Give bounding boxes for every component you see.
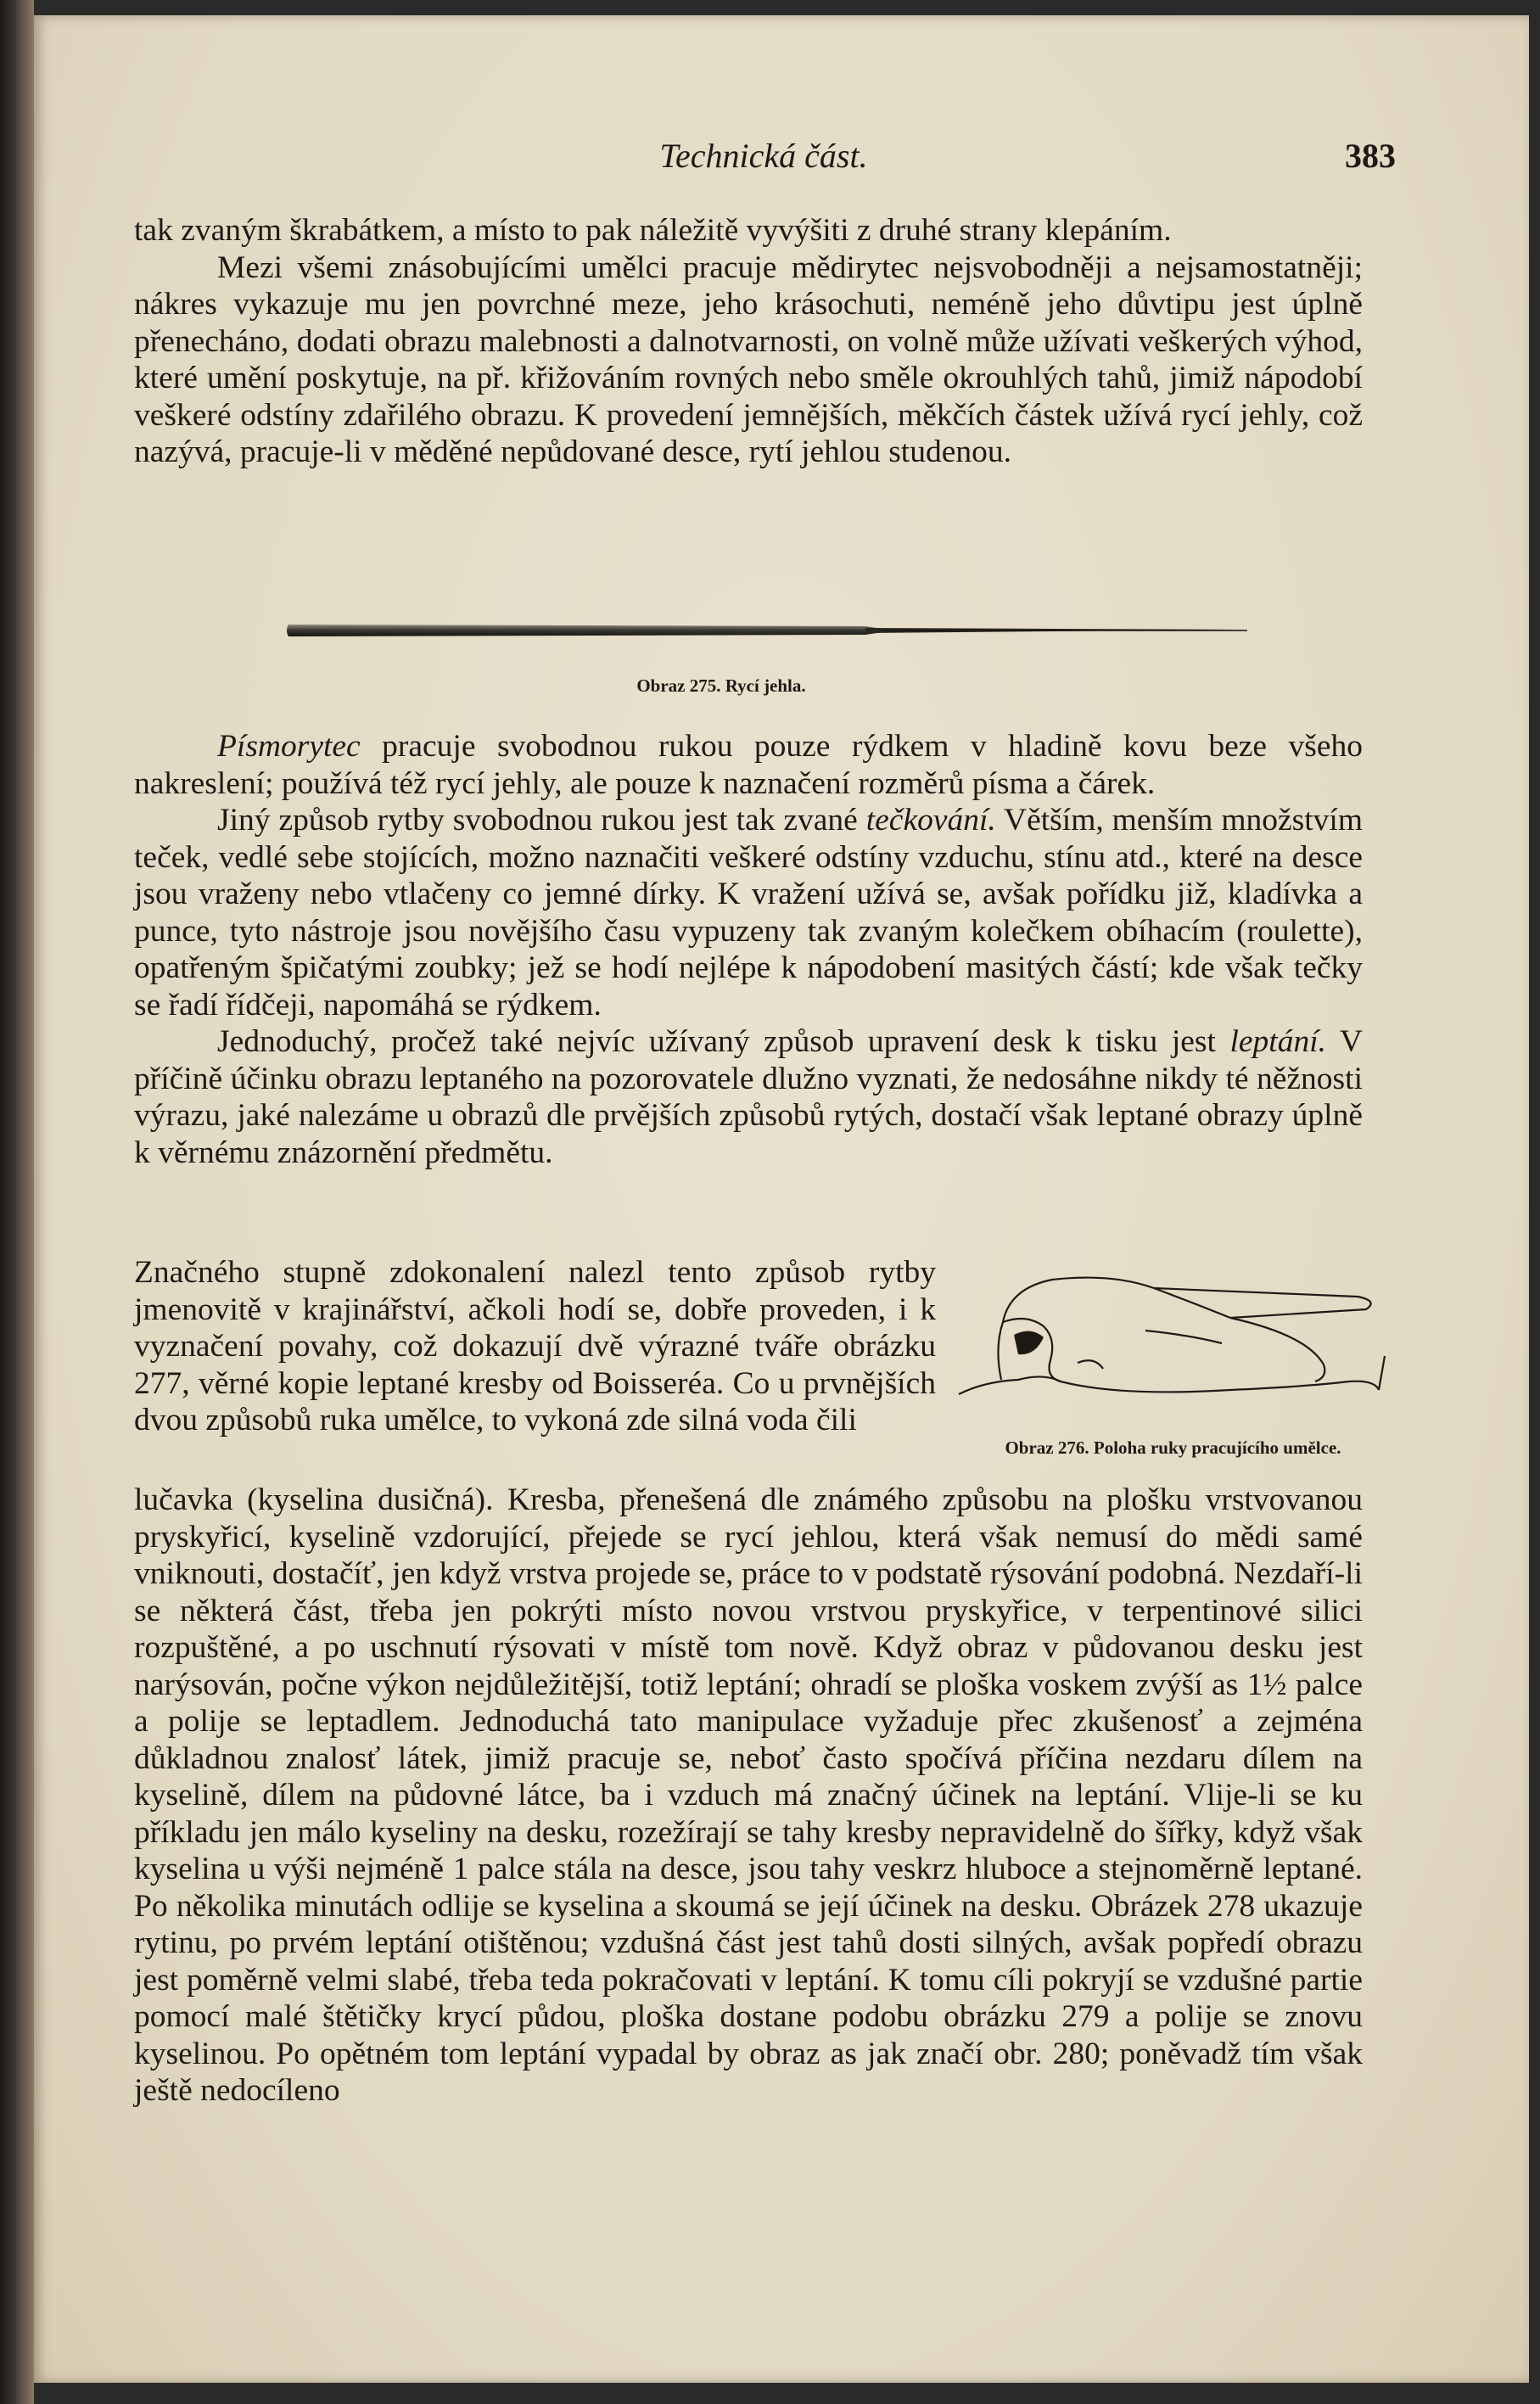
book-spine xyxy=(0,0,34,2404)
paragraph-4: Jiný způsob rytby svobodnou rukou jest tak zvané tečkování. Větším, menším množstvím teček, vedlé sebe stojících, možno naznačiti veškeré odstíny vzduchu, stínu atd., které na desce jsou vraženy nebo vtlačeny co jemné dírky. K vražení užívá se, avšak pořídku již, kladívka a punce, tyto nástroje jsou novějšího času vypuzeny tak zvaným kolečkem obíhacím (roulette), opatřeným špičatými zoubky; jež se hodí nejlépe k nápodobení masitých částí; kde však tečky se řadí řídčeji, napomáhá se rýdkem. xyxy=(134,803,1363,1023)
running-header xyxy=(132,136,1396,178)
paragraph-1: tak zvaným škrabátkem, a místo to pak náležitě vyvýšiti z druhé strany klepáním. xyxy=(134,213,1172,248)
term-pismorytec: Písmorytec xyxy=(217,729,361,764)
header-title: Technická část. xyxy=(659,137,868,175)
paragraph-5: Jednoduchý, pročež také nejvíc užívaný způsob upravení desk k tisku jest leptání. V příčině účinku obrazu leptaného na pozorovatele dlužno vyznati, že nedosáhne nikdy té něžnosti výrazu, jaké nalezáme u obrazů dle prvějších způsobů rytých, dostačí však leptané obrazy úplně k věrnému znázornění předmětu. xyxy=(134,1024,1363,1170)
figure-275-caption: Obraz 275. Rycí jehla. xyxy=(636,675,806,696)
term-leptani: leptání. xyxy=(1229,1024,1327,1059)
shaded-thumb xyxy=(1014,1331,1044,1355)
term-teckovani: tečkování. xyxy=(865,803,996,838)
hand-position-figure xyxy=(950,1254,1392,1424)
text-block-1 xyxy=(134,212,1363,471)
text-wrap-beside-figure: Značného stupně zdokonalení nalezl tento způsob rytby jmenovitě v krajinářství, ačkoli hodí se, dobře proveden, i k vyznačení povahy, což dokazují dvě výrazné tváře obrázku 277, věrné kopie leptané kresby od Boisseréa. Co u prvnějších dvou způsobů ruka umělce, to vykoná zde silná voda čili xyxy=(134,1255,936,1437)
paragraph-2: Mezi všemi znásobujícími umělci pracuje mědirytec nejsvobodněji a nejsamostatněji; nákres vykazuje mu jen povrchné meze, jeho krásochuti, neméně jeho důvtipu jest úplně přenecháno, dodati obrazu malebnosti a dalnotvarnosti, on volně může užívati veškerých výhod, které umění poskytuje, na př. křižováním rovných nebo směle okrouhlých tahů, jimiž nápodobí veškeré odstíny zdařilého obrazu. K provedení jemnějších, měkčích částek užívá rycí jehly, což nazývá, pracuje-li v měděné nepůdované desce, rytí jehlou studenou. xyxy=(134,249,1363,469)
text-block-3: lučavka (kyselina dusičná). Kresba, přenešená dle známého způsobu na plošku vrstvovanou pryskyřicí, kyselině vzdorující, přejede se rycí jehlou, která však nemusí do mědi samé vniknouti, dostačíť, jen když vrstva projede se, práce to v podstatě rýsování podobná. Nezdaří-li se některá část, třeba jen pokrýti místo novou vrstvou pryskyřice, v terpentinové silici rozpuštěné, a po uschnutí rýsovati v místě tom nově. Když obraz v půdovanou desku jest narýsován, počne výkon nejdůležitější, totiž leptání; ohradí se ploška voskem zvýší as 1½ palce a polije se leptadlem. Jednoduchá tato manipulace vyžaduje přec zkušenosť a zejména důkladnou znalosť látek, jimiž pracuje se, neboť často spočívá příčina nezdaru dílem na kyselině, dílem na půdovné látce, ba i vzduch má značný účinek na leptání. Vlije-li se ku příkladu jen málo kyseliny na desku, rozežírají se tahy kresby nepravidelně do šířky, když však kyselina u výši nejméně 1 palce stála na desce, jsou tahy veskrz hluboce a stejnoměrně leptané. Po několika minutách odlije se kyselina a skoumá se její účinek na desku. Obrázek 278 ukazuje rytinu, po prvém leptání otištěnou; vzdušná část jest tahů dosti silných, avšak popředí obrazu jest poměrně velmi slabé, třeba teda pokračovati v leptání. K tomu cíli pokryjí se vzdušné partie pomocí malé štětičky krycí půdou, ploška dostane podobu obrázku 279 a polije se znovu kyselinou. Po opětném tom leptání vypadal by obraz as jak značí obr. 280; poněvadž tím však ještě nedocíleno xyxy=(134,1482,1363,2108)
text-block-2 xyxy=(134,728,1363,1171)
paragraph-3: Písmorytec pracuje svobodnou rukou pouze rýdkem v hladině kovu beze všeho nakreslení; používá též rycí jehly, ale pouze k naznačení rozměrů písma a čárek. xyxy=(134,729,1363,801)
book-page xyxy=(34,15,1529,2383)
needle-handle xyxy=(287,625,882,636)
engraving-needle-figure xyxy=(272,601,1256,660)
figure-276-caption: Obraz 276. Poloha ruky pracujícího umělce. xyxy=(1005,1437,1341,1458)
page-number: 383 xyxy=(1345,137,1396,175)
